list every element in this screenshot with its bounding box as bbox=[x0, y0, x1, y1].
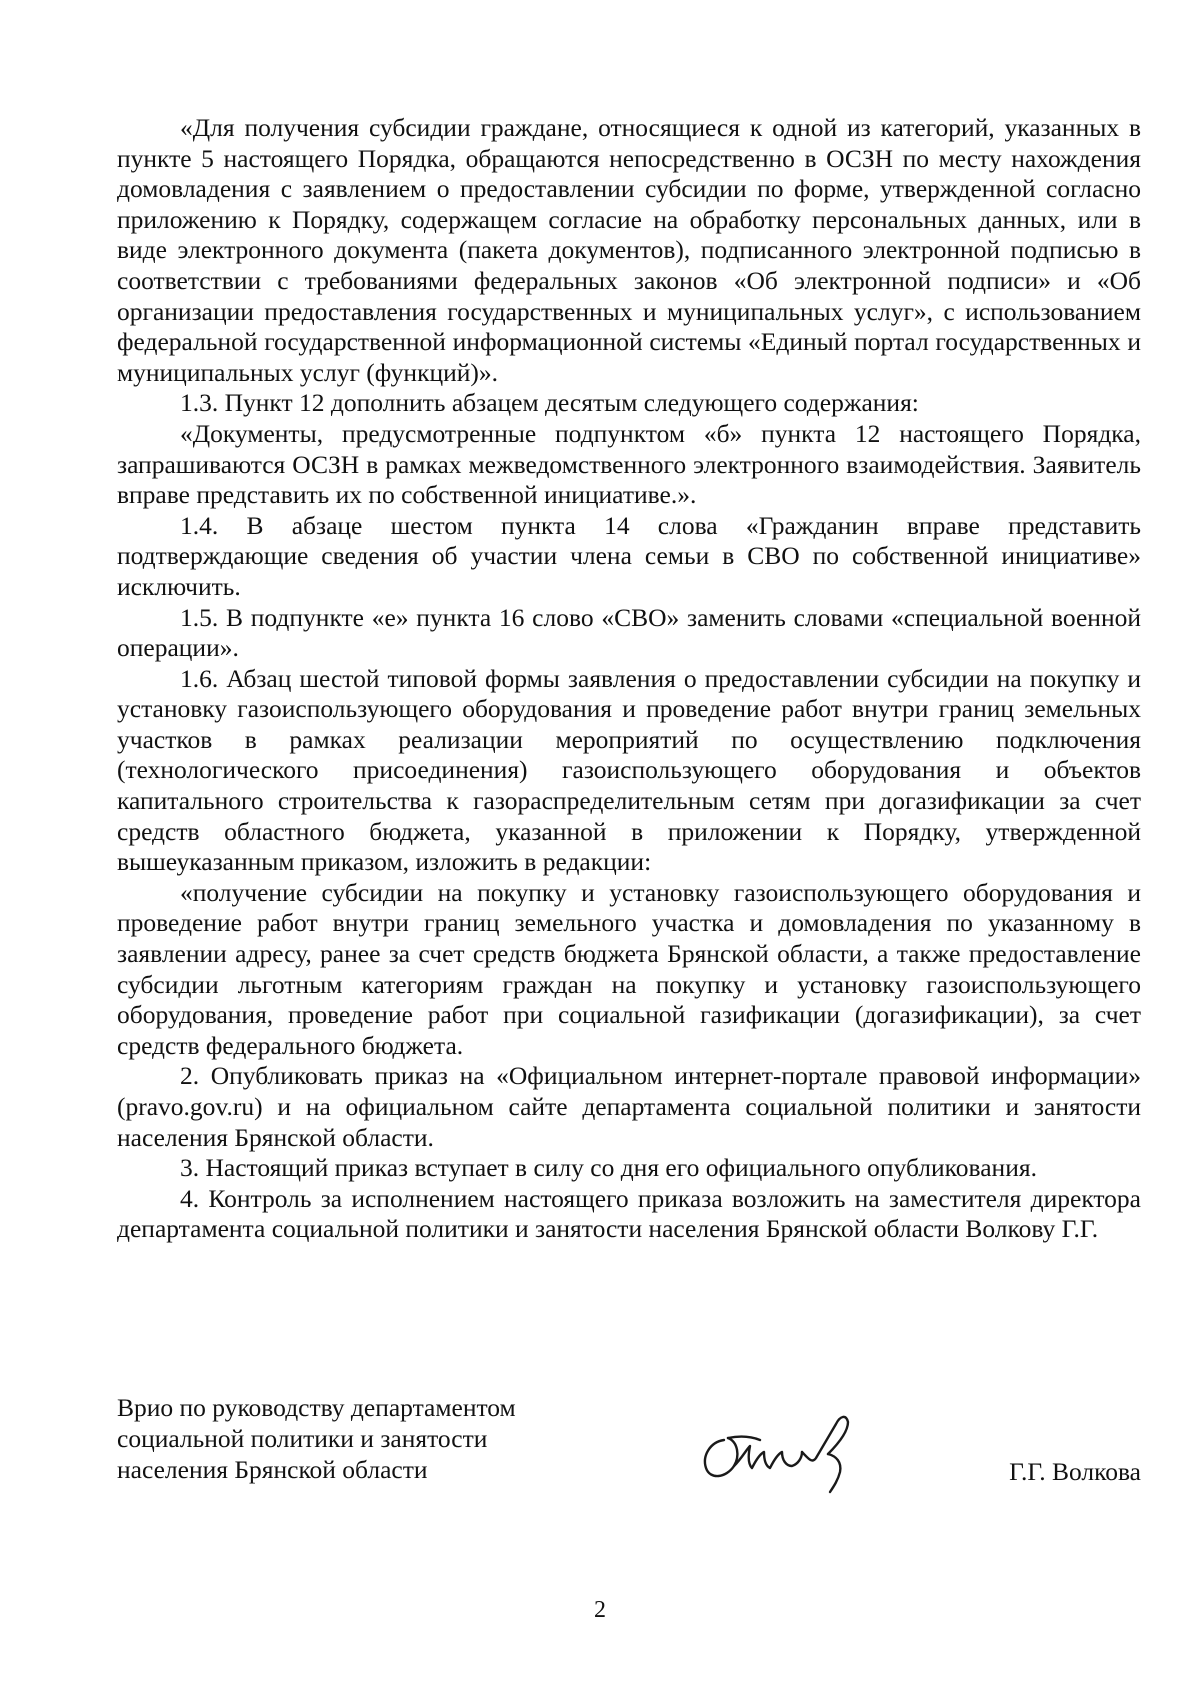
paragraph-item-4: 4. Контроль за исполнением настоящего приказа возложить на заместителя директора департамента социальной политики и занятости населения Брянской области Волкову Г.Г. bbox=[117, 1183, 1141, 1244]
paragraph-item-1-6: 1.6. Абзац шестой типовой формы заявления о предоставлении субсидии на покупку и установку газоиспользующего оборудования и проведение работ внутри границ земельных участков в рамках реализации мероприятий по осуществлению подключения (технологического присоединения) газоиспользующего оборудования и объектов капитального строительства к газораспределительным сетям при догазификации за счет средств областного бюджета, указанной в приложении к Порядку, утвержденной вышеуказанным приказом, изложить в редакции: bbox=[117, 663, 1141, 877]
paragraph-gas-subsidy-application: «Для получения субсидии граждане, относящиеся к одной из категорий, указанных в пункте 5 настоящего Порядка, обращаются непосредственно в ОСЗН по месту нахождения домовладения с заявлением о предоставлении субсидии по форме, утвержденной согласно приложению к Порядку, содержащем согласие на обработку персональных данных, или в виде электронного документа (пакета документов), подписанного электронной подписью в соответствии с требованиями федеральных законов «Об электронной подписи» и «Об организации предоставления государственных и муниципальных услуг», с использованием федеральной государственной информационной системы «Единый портал государственных и муниципальных услуг (функций)». bbox=[117, 113, 1141, 387]
paragraph-item-1-3-text: «Документы, предусмотренные подпунктом «б» пункта 12 настоящего Порядка, запрашиваются ОСЗН в рамках межведомственного электронного взаимодействия. Заявитель вправе представить их по собственной инициативе.». bbox=[117, 418, 1141, 510]
paragraph-item-1-5: 1.5. В подпункте «е» пункта 16 слово «СВО» заменить словами «специальной военной операции». bbox=[117, 602, 1141, 663]
paragraph-item-1-4: 1.4. В абзаце шестом пункта 14 слова «Гражданин вправе представить подтверждающие сведения об участии члена семьи в СВО по собственной инициативе» исключить. bbox=[117, 510, 1141, 601]
signatory-title-line: социальной политики и занятости bbox=[117, 1424, 488, 1453]
paragraph-item-1-6-text: «получение субсидии на покупку и установку газоиспользующего оборудования и проведение работ внутри границ земельного участка и домовладения по указанному в заявлении адресу, ранее за счет средств бюджета Брянской области, а также предоставление субсидии льготным категориям граждан на покупку и установку газоиспользующего оборудования, проведение работ при социальной газификации (догазификации), за счет средств федерального бюджета. bbox=[117, 877, 1141, 1060]
handwritten-signature bbox=[690, 1398, 870, 1510]
signatory-name: Г.Г. Волкова bbox=[1009, 1457, 1141, 1486]
signatory-title-line: населения Брянской области bbox=[117, 1455, 428, 1484]
paragraph-item-3: 3. Настоящий приказ вступает в силу со дня его официального опубликования. bbox=[180, 1153, 1037, 1183]
signatory-title-line: Врио по руководству департаментом bbox=[117, 1393, 516, 1422]
document-body bbox=[117, 113, 1141, 1245]
signature-block bbox=[117, 1392, 1141, 1522]
page-number: 2 bbox=[594, 1597, 606, 1623]
signatory-title bbox=[117, 1392, 516, 1485]
paragraph-item-1-3: 1.3. Пункт 12 дополнить абзацем десятым следующего содержания: bbox=[180, 388, 919, 418]
paragraph-item-2: 2. Опубликовать приказ на «Официальном интернет-портале правовой информации» (pravo.gov.ru) и на официальном сайте департамента социальной политики и занятости населения Брянской области. bbox=[117, 1061, 1141, 1152]
